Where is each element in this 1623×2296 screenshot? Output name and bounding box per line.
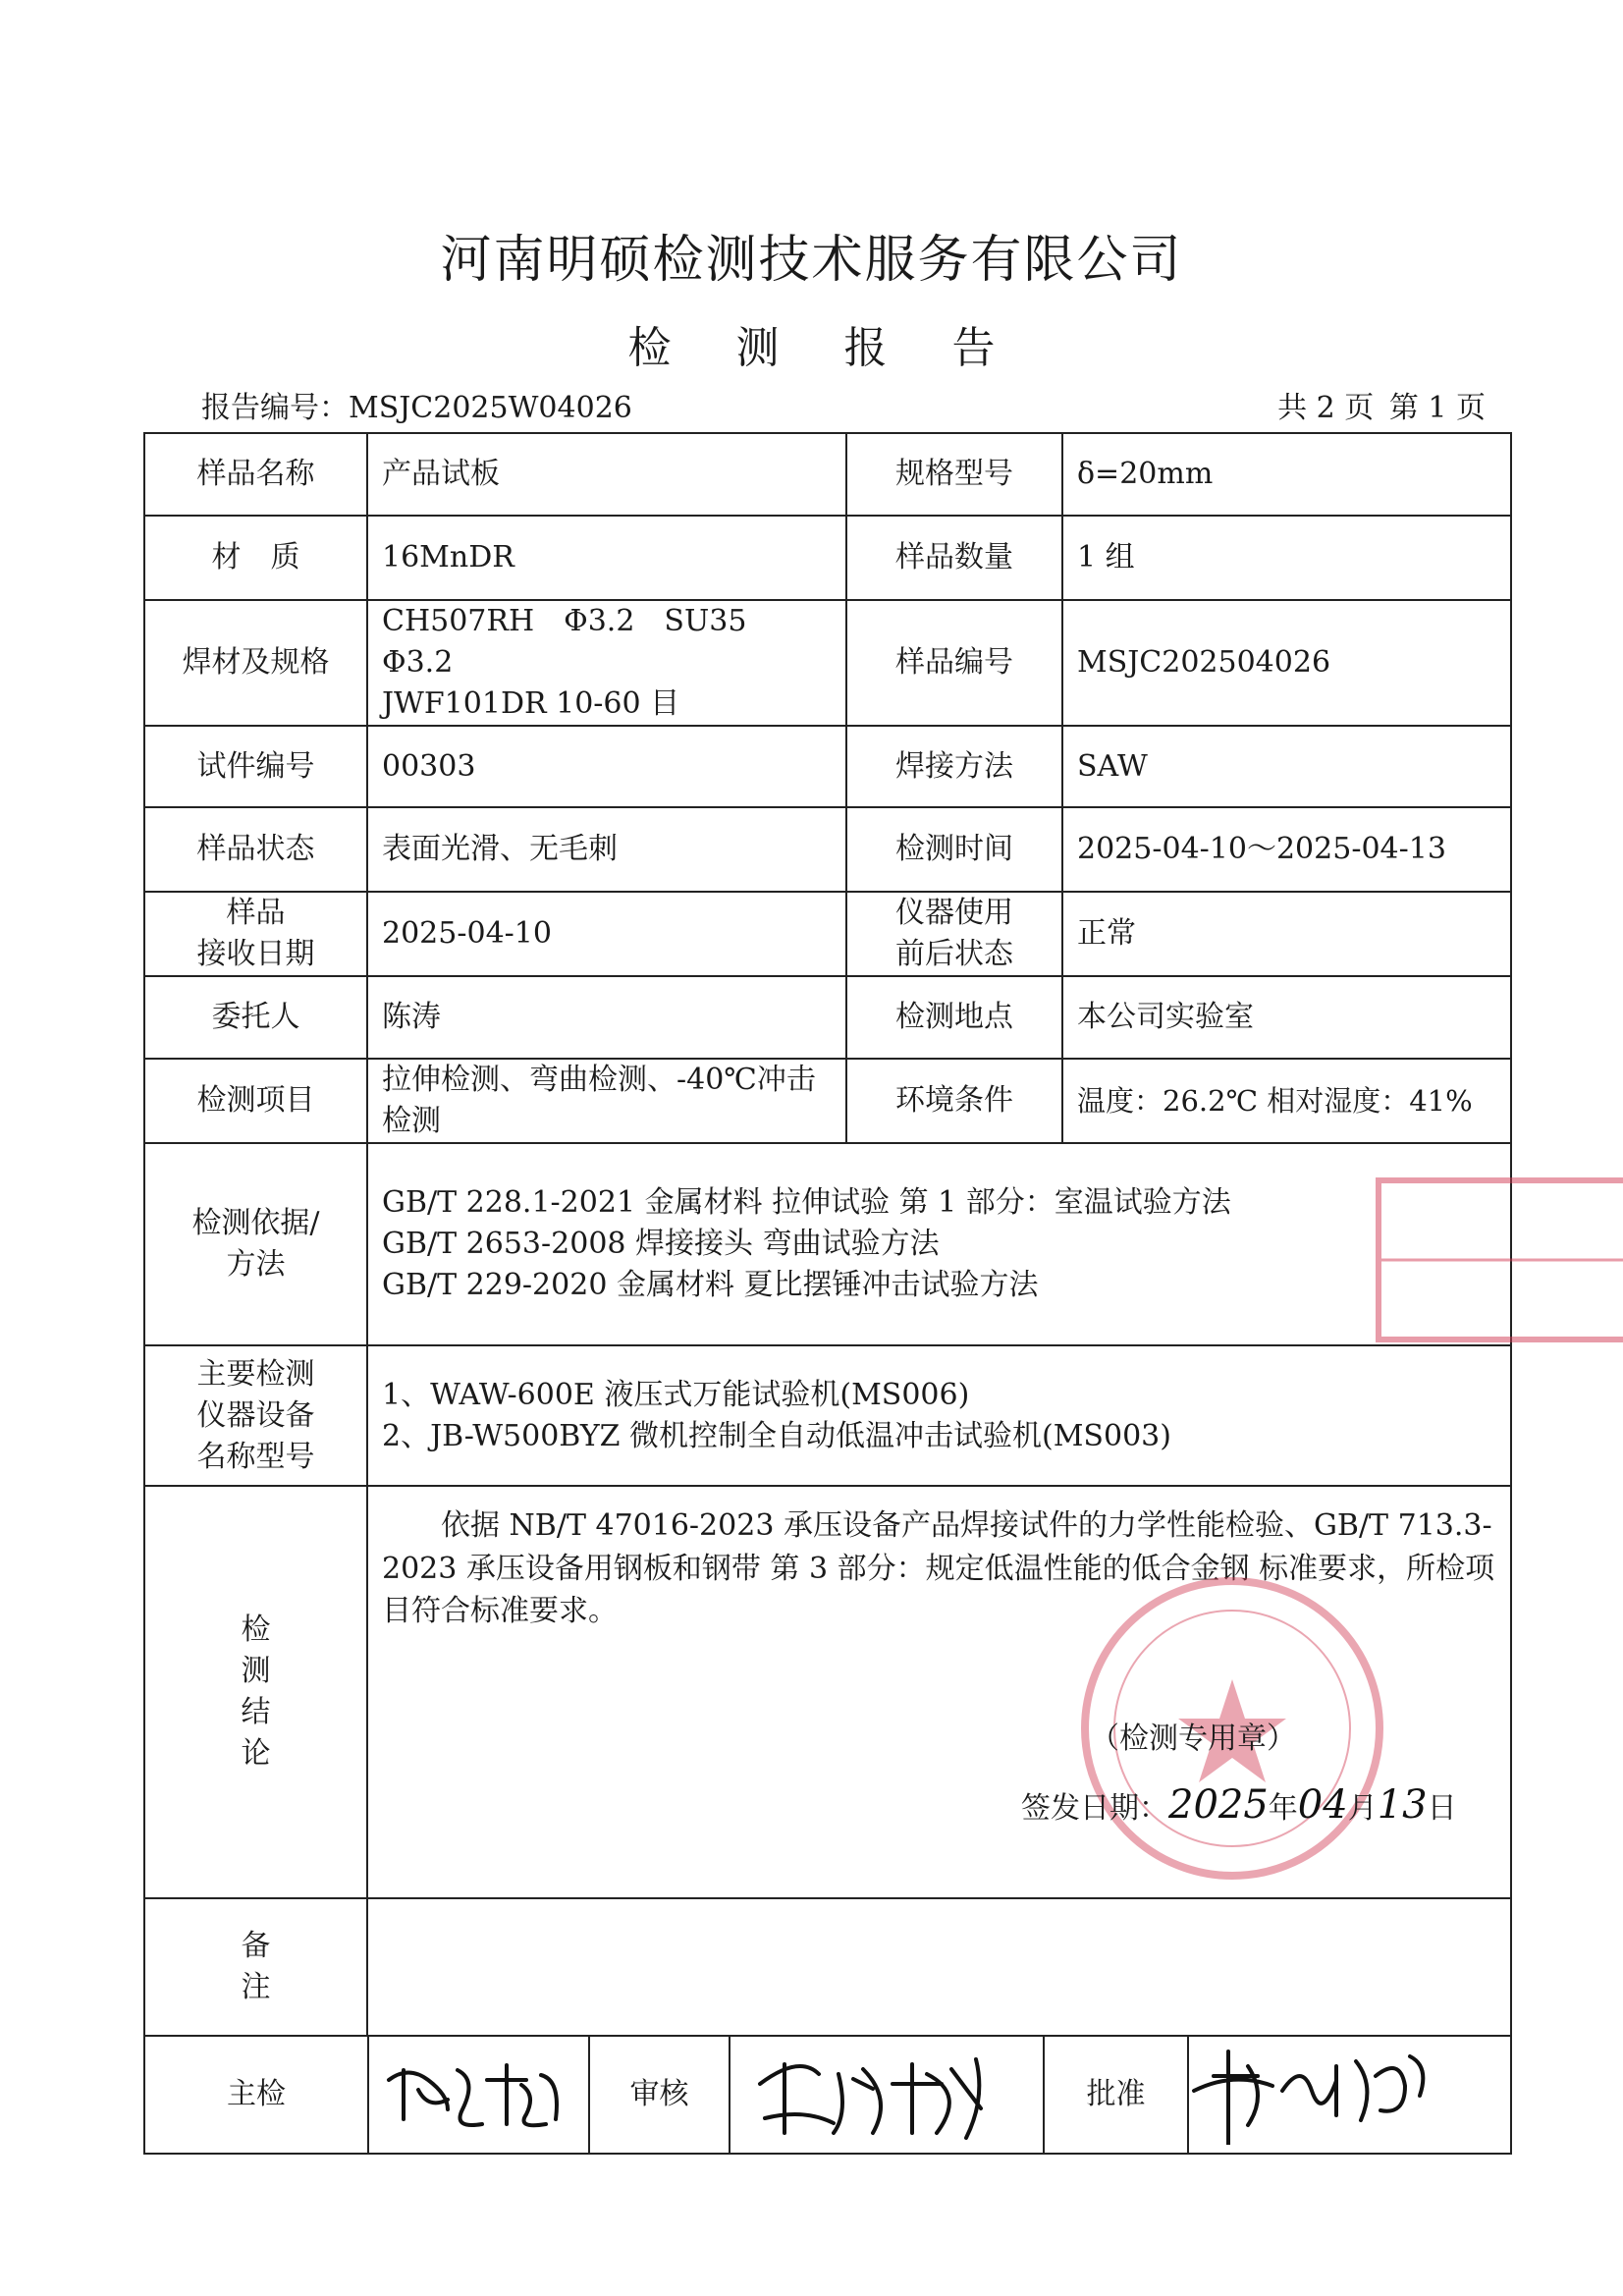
receive-date-label	[144, 892, 367, 976]
equipment-label	[144, 1345, 367, 1486]
row-client	[144, 976, 1511, 1059]
location-value: 本公司实验室	[1062, 976, 1511, 1059]
page-current: 第 1 页	[1388, 391, 1486, 425]
spec-label: 规格型号	[846, 433, 1062, 516]
conclusion-label-char: 测	[241, 1654, 271, 1688]
stamp-label: （检测专用章）	[1090, 1722, 1296, 1756]
quantity-value: 1 组	[1062, 516, 1511, 600]
weld-material-label: 焊材及规格	[144, 600, 367, 726]
page-indicator	[1271, 383, 1486, 426]
row-material	[144, 516, 1511, 600]
inspector-signature-mark	[379, 2050, 575, 2139]
signature-cell	[144, 2036, 1511, 2154]
weld-material-value	[367, 600, 846, 726]
remark-label	[144, 1898, 367, 2036]
material-value: 16MnDR	[367, 516, 846, 600]
approver-label: 批准	[1044, 2037, 1188, 2153]
receive-date-label-line-1: 样品	[226, 896, 286, 930]
test-time-label: 检测时间	[846, 807, 1062, 892]
equipment-line-2: 2、JB-W500BYZ 微机控制全自动低温冲击试验机(MS003)	[382, 1418, 1171, 1453]
test-time-value: 2025-04-10～2025-04-13	[1062, 807, 1511, 892]
instrument-state-label-line-2: 前后状态	[895, 937, 1013, 971]
issue-day-unit: 日	[1427, 1791, 1457, 1826]
basis-label-line-1: 检测依据/	[191, 1206, 320, 1240]
items-label: 检测项目	[144, 1059, 367, 1143]
sample-name-value: 产品试板	[367, 433, 846, 516]
basis-line-2: GB/T 2653-2008 焊接接头 弯曲试验方法	[382, 1227, 940, 1261]
equipment-label-line-1: 主要检测	[196, 1356, 315, 1392]
approver-signature-mark	[1189, 2037, 1444, 2145]
conclusion-text: 依据 NB/T 47016-2023 承压设备产品焊接试件的力学性能检验、GB/T 713.3-2023 承压设备用钢板和钢带 第 3 部分：规定低温性能的低合金钢 标准要求，所检项目符合标准要求。	[382, 1508, 1495, 1628]
material-label: 材 质	[144, 516, 367, 600]
equipment-line-1: 1、WAW-600E 液压式万能试验机(MS006)	[382, 1377, 970, 1412]
inspector-signature	[368, 2037, 589, 2153]
sample-no-label: 样品编号	[846, 600, 1062, 726]
instrument-state-label	[846, 892, 1062, 976]
spec-value: δ=20mm	[1062, 433, 1511, 516]
approver-signature	[1188, 2037, 1512, 2153]
reviewer-signature-mark	[745, 2045, 1010, 2143]
row-items	[144, 1059, 1511, 1143]
instrument-state-label-line-1: 仪器使用	[895, 896, 1013, 930]
issue-year: 2025	[1168, 1782, 1269, 1828]
basis-line-1: GB/T 228.1-2021 金属材料 拉伸试验 第 1 部分：室温试验方法	[382, 1185, 1231, 1220]
weld-material-line-2: JWF101DR 10-60 目	[382, 686, 680, 721]
row-equipment	[144, 1345, 1511, 1486]
row-receive-date	[144, 892, 1511, 976]
env-label: 环境条件	[846, 1059, 1062, 1143]
remark-value	[367, 1898, 1511, 2036]
row-state	[144, 807, 1511, 892]
sample-name-label: 样品名称	[144, 433, 367, 516]
row-piece-no	[144, 726, 1511, 807]
equipment-value	[367, 1345, 1511, 1486]
state-value: 表面光滑、无毛刺	[367, 807, 846, 892]
page-total: 共 2 页	[1277, 391, 1375, 425]
conclusion-label-char: 检	[241, 1613, 271, 1647]
issue-year-unit: 年	[1268, 1791, 1298, 1826]
piece-no-value: 00303	[367, 726, 846, 807]
issue-month-unit: 月	[1347, 1791, 1378, 1826]
items-value: 拉伸检测、弯曲检测、-40℃冲击检测	[367, 1059, 846, 1143]
weld-material-line-1: CH507RH Φ3.2 SU35 Φ3.2	[382, 604, 777, 680]
row-basis	[144, 1143, 1511, 1345]
issue-month: 04	[1297, 1782, 1348, 1828]
conclusion-label-char: 论	[241, 1736, 271, 1771]
instrument-state-value: 正常	[1062, 892, 1511, 976]
report-number: 报告编号：MSJC2025W04026	[201, 391, 632, 425]
inspector-label: 主检	[145, 2037, 368, 2153]
sample-no-value: MSJC202504026	[1062, 600, 1511, 726]
row-remark	[144, 1898, 1511, 2036]
row-sample-name	[144, 433, 1511, 516]
equipment-label-line-2: 仪器设备	[196, 1397, 315, 1433]
equipment-label-line-3: 名称型号	[196, 1439, 315, 1474]
reviewer-label: 审核	[589, 2037, 730, 2153]
reviewer-signature	[730, 2037, 1044, 2153]
conclusion-label	[144, 1486, 367, 1898]
row-weld-material	[144, 600, 1511, 726]
issue-date	[1021, 1782, 1457, 1828]
client-value: 陈涛	[367, 976, 846, 1059]
conclusion-label-char: 结	[241, 1695, 271, 1729]
remark-label-char: 注	[241, 1970, 271, 2004]
basis-line-3: GB/T 229-2020 金属材料 夏比摆锤冲击试验方法	[382, 1268, 1039, 1302]
row-signatures	[144, 2036, 1511, 2154]
weld-method-value: SAW	[1062, 726, 1511, 807]
signature-table	[145, 2037, 1512, 2153]
receive-date-label-line-2: 接收日期	[196, 937, 315, 971]
report-table	[143, 432, 1512, 2155]
location-label: 检测地点	[846, 976, 1062, 1059]
basis-label-line-2: 方法	[226, 1247, 286, 1282]
issue-day: 13	[1377, 1782, 1428, 1828]
basis-label	[144, 1143, 367, 1345]
report-title: 检 测 报 告	[627, 323, 1021, 373]
receive-date-value: 2025-04-10	[367, 892, 846, 976]
state-label: 样品状态	[144, 807, 367, 892]
env-value: 温度：26.2℃ 相对湿度：41%	[1062, 1059, 1511, 1143]
basis-value	[367, 1143, 1511, 1345]
quantity-label: 样品数量	[846, 516, 1062, 600]
seam-seal	[1375, 1176, 1623, 1343]
remark-label-char: 备	[241, 1929, 271, 1963]
client-label: 委托人	[144, 976, 367, 1059]
weld-method-label: 焊接方法	[846, 726, 1062, 807]
company-name: 河南明硕检测技术服务有限公司	[440, 231, 1183, 290]
issue-date-label: 签发日期：	[1021, 1791, 1168, 1826]
piece-no-label: 试件编号	[144, 726, 367, 807]
